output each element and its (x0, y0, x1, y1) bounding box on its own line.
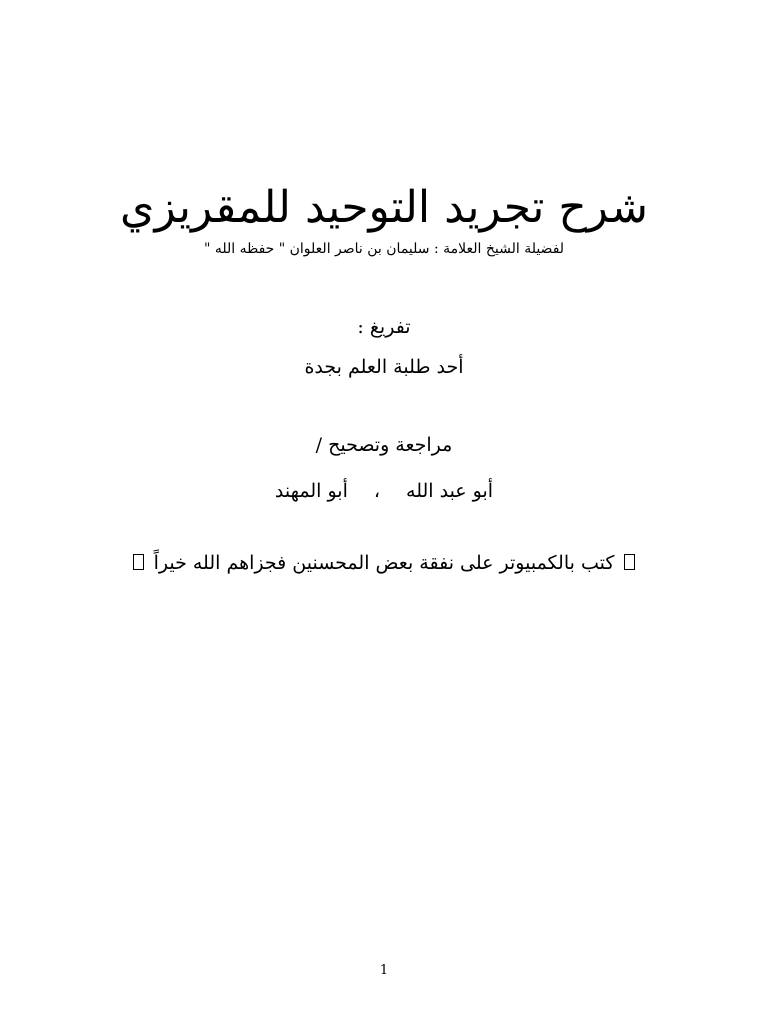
document-title: شرح تجريد التوحيد للمقريزي (120, 182, 648, 233)
transcription-label: تفريغ : (357, 316, 411, 338)
review-label: مراجعة وتصحيح / (315, 434, 453, 456)
document-subtitle: لفضيلة الشيخ العلامة : سليمان بن ناصر العلوان " حفظه الله " (203, 241, 565, 257)
missing-glyph-box-icon (133, 554, 144, 570)
reviewers-line (60, 476, 708, 506)
page-number: 1 (379, 963, 389, 978)
reviewer-2: أبو المهند (274, 480, 348, 502)
dedication-line (60, 548, 708, 578)
reviewer-separator: ، (373, 480, 381, 502)
missing-glyph-box-icon (624, 554, 635, 570)
transcriber-name: أحد طلبة العلم بجدة (304, 356, 464, 378)
reviewer-1: أبو عبد الله (406, 480, 494, 502)
dedication-text: كتب بالكمبيوتر على نفقة بعض المحسنين فجزاهم الله خيراً (153, 552, 615, 574)
